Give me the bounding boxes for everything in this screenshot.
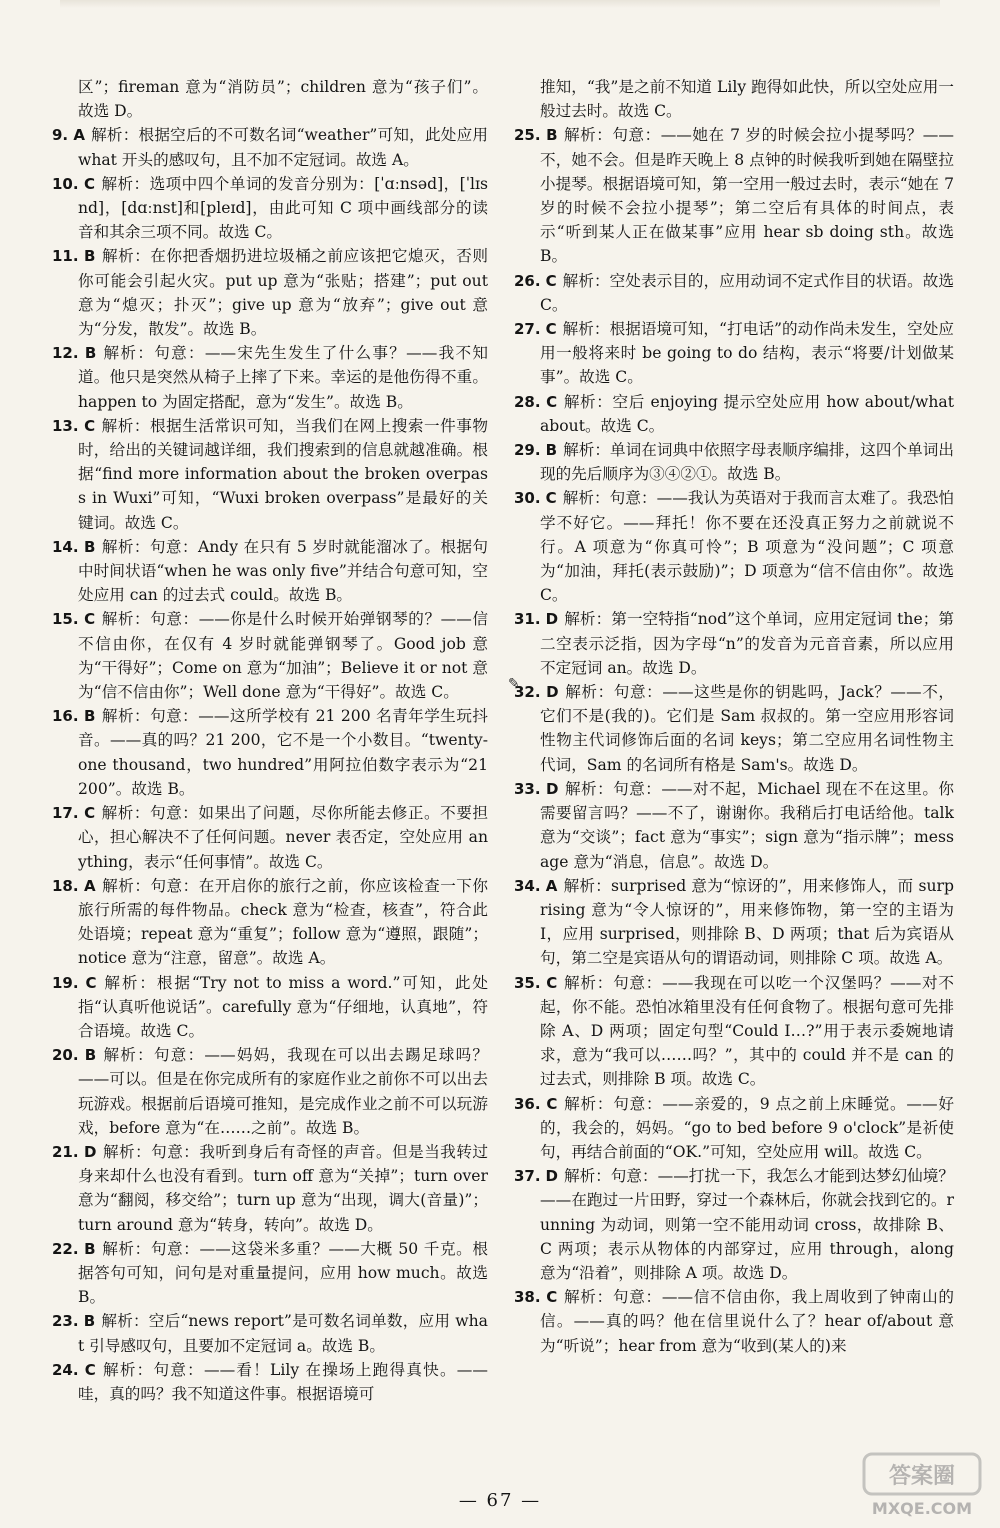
answer-item [514, 123, 954, 268]
answer-item [514, 438, 954, 486]
answer-letter: A [545, 876, 558, 895]
answer-item [52, 244, 488, 341]
answer-letter: C [84, 804, 96, 823]
question-number: 27. [514, 320, 541, 339]
question-number: 32. [514, 683, 541, 702]
answer-item [514, 317, 954, 390]
answer-item [52, 1309, 488, 1357]
answer-letter: B [546, 126, 558, 145]
question-number: 28. [514, 392, 541, 411]
question-number: 21. [52, 1142, 79, 1161]
question-number: 10. [52, 174, 79, 193]
answer-continuation [52, 75, 488, 123]
watermark-top-text: 答案圈 [888, 1464, 956, 1489]
answer-letter: B [83, 537, 96, 556]
question-number: 25. [514, 126, 541, 145]
answer-letter: C [84, 1360, 96, 1379]
answer-letter: C [546, 1094, 558, 1113]
answer-item [52, 971, 488, 1044]
answer-item [52, 704, 488, 801]
explanation-text: 解析：surprised 意为“惊讶的”，用来修饰人，而 surprising 意为“令人惊讶的”，用来修饰物，第一空的主语为 I，应用 surprised，则排除 B、D 两项；that 后为宾语从句，第二空是宾语从句的谓语动词，则排除 C 项。故选 A。 [540, 876, 954, 968]
question-number: 15. [52, 610, 79, 629]
answer-item [514, 390, 954, 438]
answer-item [514, 777, 954, 874]
answer-continuation [514, 75, 954, 123]
answer-letter: D [84, 1142, 97, 1161]
question-number: 29. [514, 441, 541, 460]
answer-item [52, 172, 488, 245]
left-column [52, 75, 488, 1406]
answer-letter: B [83, 1312, 96, 1331]
question-number: 37. [514, 1167, 541, 1186]
answer-letter: C [546, 1288, 558, 1307]
explanation-text: 推知，“我”是之前不知道 Lily 跑得如此快，所以空处应用一般过去时。故选 C。 [540, 78, 954, 121]
explanation-text: 解析：第一空特指“nod”这个单词，应用定冠词 the；第二空表示泛指，因为字母“n”的发音为元音音素，所以应用不定冠词 an。故选 D。 [540, 610, 954, 677]
answer-letter: C [85, 973, 97, 992]
explanation-text: 解析：句意：——妈妈，我现在可以出去踢足球吗？——可以。但是在你完成所有的家庭作业之前你不可以出去玩游戏。根据前后语境可推知，是完成作业之前不可以玩游戏，before 意为“在……之前”。故选 B。 [78, 1046, 488, 1137]
explanation-text: 解析：句意：如果出了问题，尽你所能去修正。不要担心，担心解决不了任何问题。never 表否定，空处应用 anything，表示“任何事情”。故选 C。 [78, 804, 488, 871]
explanation-text: 解析：句意：——亲爱的，9 点之前上床睡觉。——好的，我会的，妈妈。“go to bed before 9 o'clock”是祈使句，再结合前面的“OK.”可知，空处应用 will。故选 C。 [540, 1094, 954, 1161]
explanation-text: 解析：根据空后的不可数名词“weather”可知，此处应用 what 开头的感叹句，且不加不定冠词。故选 A。 [78, 126, 488, 169]
explanation-text: 解析：空处表示目的，应用动词不定式作目的状语。故选 C。 [540, 271, 954, 314]
answer-item [52, 535, 488, 608]
explanation-text: 解析：空后 enjoying 提示空处应用 how about/what about。故选 C。 [540, 392, 954, 435]
answer-item [514, 269, 954, 317]
answer-letter: B [84, 344, 97, 363]
answer-letter: D [546, 683, 559, 702]
answer-letter: C [545, 271, 557, 290]
answer-item [52, 1237, 488, 1310]
answer-letter: C [84, 174, 96, 193]
question-number: 17. [52, 804, 79, 823]
answer-item [52, 1140, 488, 1237]
answer-item [52, 1358, 488, 1406]
explanation-text: 解析：句意：Andy 在只有 5 岁时就能溜冰了。根据句中时间状语“when he was only five”并结合句意可知，空处应用 can 的过去式 could。故选 B。 [78, 537, 488, 605]
question-number: 24. [52, 1360, 79, 1379]
explanation-text: 解析：句意：——我现在可以吃一个汉堡吗？——对不起，你不能。恐怕冰箱里没有任何食物了。根据句意可先排除 A、D 两项；固定句型“Could I…?”用于表示委婉地请求，意为“我可以……吗？”，其中的 could 并不是 can 的过去式，则排除 B 项。故选 C。 [540, 973, 954, 1089]
question-number: 30. [514, 489, 541, 508]
question-number: 31. [514, 610, 541, 629]
explanation-text: 解析：句意：我听到身后有奇怪的声音。但是当我转过身来却什么也没有看到。turn off 意为“关掉”；turn over 意为“翻阅，移交给”；turn up 意为“出现，调大(音量)”；turn around 意为“转身，转向”。故选 D。 [78, 1142, 488, 1234]
answer-letter: A [84, 876, 96, 895]
question-number: 38. [514, 1288, 541, 1307]
answer-item [514, 1164, 954, 1285]
answer-item [514, 1092, 954, 1165]
question-number: 35. [514, 973, 541, 992]
question-number: 36. [514, 1094, 541, 1113]
answer-letter: B [84, 1239, 96, 1258]
answer-item [514, 971, 954, 1092]
answer-item [52, 1043, 488, 1140]
answer-letter: B [84, 707, 96, 726]
explanation-text: 解析：句意：——我认为英语对于我而言太难了。我恐怕学不好它。——拜托！你不要在还没真正努力之前就说不行。A 项意为“你真可怜”；B 项意为“没问题”；C 项意为“加油，拜托(表示鼓励)”；D 项意为“信不信由你”。故选 C。 [540, 489, 954, 605]
answer-item [52, 414, 488, 535]
question-number: 18. [52, 876, 79, 895]
explanation-text: 解析：句意：——这些是你的钥匙吗，Jack？——不，它们不是(我的)。它们是 Sam 叔叔的。第一空应用形容词性物主代词修饰后面的名词 keys；第二空应用名词性物主代词，Sam 的名词所有格是 Sam's。故选 D。 [540, 683, 954, 774]
question-number: 12. [52, 344, 79, 363]
answer-letter: D [545, 610, 559, 629]
answer-letter: B [84, 247, 96, 266]
answer-item [52, 607, 488, 704]
explanation-text: 解析：空后“news report”是可数名词单数，应用 what 引导感叹句，且要加不定冠词 a。故选 B。 [78, 1312, 488, 1355]
answer-item [514, 607, 954, 680]
right-column [514, 75, 954, 1358]
explanation-text: 解析：单词在词典中依照字母表顺序编排，这四个单词出现的先后顺序为③④②①。故选 B。 [540, 441, 954, 484]
answer-letter: B [545, 441, 558, 460]
watermark-bottom-text: MXQE.COM [871, 1499, 973, 1518]
answer-item [514, 1285, 954, 1358]
explanation-text: 解析：句意：——看！Lily 在操场上跑得真快。——哇，真的吗？我不知道这件事。根据语境可 [78, 1360, 488, 1403]
question-number: 34. [514, 876, 541, 895]
answer-letter: C [84, 610, 96, 629]
answer-item [514, 680, 954, 777]
question-number: 19. [52, 973, 79, 992]
pen-mark-icon: ✎ [508, 676, 520, 692]
explanation-text: 区”；fireman 意为“消防员”；children 意为“孩子们”。故选 D。 [78, 78, 488, 121]
question-number: 16. [52, 707, 79, 726]
question-number: 23. [52, 1312, 79, 1331]
question-number: 11. [52, 247, 79, 266]
explanation-text: 解析：根据“Try not to miss a word.”可知，此处指“认真听他说话”。carefully 意为“仔细地，认真地”，符合语境。故选 C。 [78, 973, 488, 1040]
explanation-text: 解析：句意：——信不信由你，我上周收到了钟南山的信。——真的吗？他在信里说什么了？hear of/about 意为“听说”；hear from 意为“收到(某人的)来 [540, 1288, 954, 1355]
explanation-text: 解析：在你把香烟扔进垃圾桶之前应该把它熄灭，否则你可能会引起火灾。put up 意为“张贴；搭建”；put out 意为“熄灭；扑灭”；give up 意为“放弃”；give out 意为“分发，散发”。故选 B。 [78, 247, 488, 339]
explanation-text: 解析：句意：在开启你的旅行之前，你应该检查一下你旅行所需的每件物品。check 意为“检查，核查”，符合此处语境；repeat 意为“重复”；follow 意为“遵照，跟随”；notice 意为“注意，留意”。故选 A。 [78, 876, 488, 968]
explanation-text: 解析：句意：——宋先生发生了什么事？——我不知道。他只是突然从椅子上摔了下来。幸运的是他伤得不重。happen to 为固定搭配，意为“发生”。故选 B。 [78, 344, 488, 411]
answer-letter: C [84, 416, 96, 435]
top-edge-shadow [60, 0, 940, 8]
answer-letter: C [545, 320, 557, 339]
question-number: 22. [52, 1239, 79, 1258]
answer-letter: D [545, 1167, 558, 1186]
explanation-text: 解析：句意：——打扰一下，我怎么才能到达梦幻仙境？——在跑过一片田野，穿过一个森林后，你就会找到它的。running 为动词，则第一空不能用动词 cross，故排除 B、C 两项；表示从物体的内部穿过，应用 through，along 意为“沿着”，则排除 A 项。故选 D。 [540, 1167, 954, 1282]
explanation-text: 解析：根据语境可知，“打电话”的动作尚未发生，空处应用一般将来时 be going to do 结构，表示“将要/计划做某事”。故选 C。 [540, 320, 954, 387]
answer-letter: C [545, 489, 557, 508]
answer-letter: C [546, 973, 558, 992]
question-number: 26. [514, 271, 541, 290]
watermark-logo [862, 1450, 982, 1520]
explanation-text: 解析：根据生活常识可知，当我们在网上搜索一件事物时，给出的关键词越详细，我们搜索到的信息就越准确。根据“find more information about the broken overpass in Wuxi”可知，“Wuxi broken overpass”是最好的关键词。故选 C。 [78, 416, 488, 532]
answer-item [52, 801, 488, 874]
answer-letter: D [546, 779, 559, 798]
explanation-text: 解析：选项中四个单词的发音分别为：[ˈɑːnsəd]，[ˈlɪsnd]，[dɑːnst]和[pleɪd]，由此可知 C 项中画线部分的读音和其余三项不同。故选 C。 [78, 174, 488, 242]
question-number: 13. [52, 416, 79, 435]
answer-item [514, 874, 954, 971]
question-number: 20. [52, 1046, 79, 1065]
answer-item [514, 486, 954, 607]
explanation-text: 解析：句意：——这所学校有 21 200 名青年学生玩抖音。——真的吗？21 200，它不是一个小数目。“twenty-one thousand，two hundred”用阿拉伯数字表示为“21 200”。故选 B。 [78, 707, 488, 798]
answer-item [52, 341, 488, 414]
answer-letter: B [84, 1046, 97, 1065]
explanation-text: 解析：句意：——她在 7 岁的时候会拉小提琴吗？——不，她不会。但是昨天晚上 8 点钟的时候我听到她在隔壁拉小提琴。根据语境可知，第一空用一般过去时，表示“她在 7 岁的时候不会拉小提琴”；第二空后有具体的时间点，表示“听到某人正在做某事”应用 hear sb doing sth。故选 B。 [540, 126, 954, 266]
explanation-text: 解析：句意：——这袋米多重？——大概 50 千克。根据答句可知，问句是对重量提问，应用 how much。故选 B。 [78, 1239, 488, 1307]
explanation-text: 解析：句意：——你是什么时候开始弹钢琴的？——信不信由你，在仅有 4 岁时就能弹钢琴了。Good job 意为“干得好”；Come on 意为“加油”；Believe it or not 意为“信不信由你”；Well done 意为“干得好”。故选 C。 [78, 610, 488, 702]
question-number: 9. [52, 126, 69, 145]
explanation-text: 解析：句意：——对不起，Michael 现在不在这里。你需要留言吗？——不了，谢谢你。我稍后打电话给他。talk 意为“交谈”；fact 意为“事实”；sign 意为“指示牌”；message 意为“消息，信息”。故选 D。 [540, 779, 954, 871]
answer-letter: C [546, 392, 558, 411]
answer-item [52, 123, 488, 171]
page-number: — 67 — [458, 1490, 542, 1511]
question-number: 14. [52, 537, 79, 556]
answer-item [52, 874, 488, 971]
question-number: 33. [514, 779, 541, 798]
answer-letter: A [73, 126, 85, 145]
